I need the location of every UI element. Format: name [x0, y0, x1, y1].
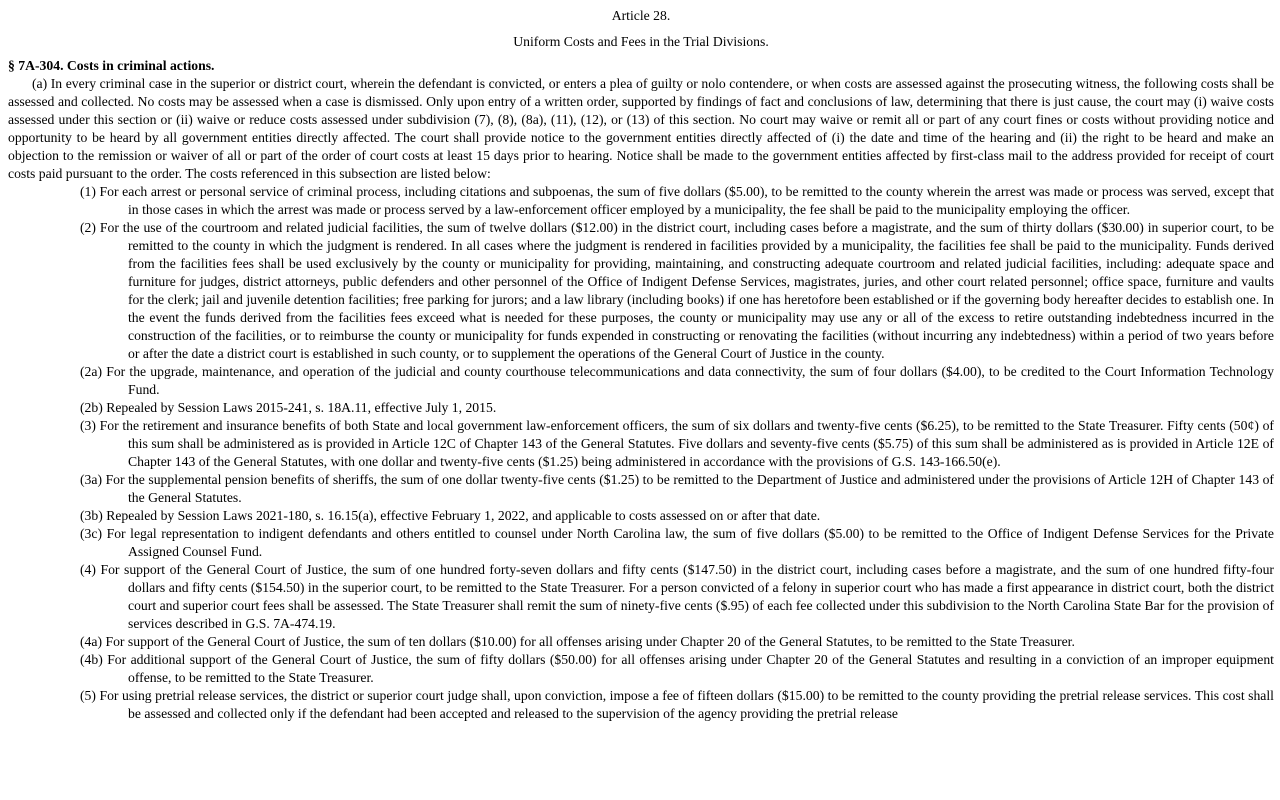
subdivision-1: (1) For each arrest or personal service of criminal process, including citations and subpoenas, the sum of five dollars ($5.00), to be remitted to the county wherein the arrest was made or process was served, except that in those cases in which the arrest was made or process served by a law-enforcement officer employed by a municipality, the fee shall be paid to the municipality employing the officer.: [80, 184, 1274, 217]
subdivision-4: (4) For support of the General Court of Justice, the sum of one hundred forty-seven dollars and fifty cents ($147.50) in the district court, including cases before a magistrate, and the sum of one hundred fifty-four dollars and fifty cents ($154.50) in the superior court, to be remitted to the State Treasurer. For a person convicted of a felony in superior court who has made a first appearance in district court, both the district court and superior court fees shall be assessed. The State Treasurer shall remit the sum of ninety-five cents ($.95) of each fee collected under this subdivision to the North Carolina State Bar for the provision of services described in G.S. 7A-474.19.: [80, 562, 1274, 631]
subdivision-2b: (2b) Repealed by Session Laws 2015-241, s. 18A.11, effective July 1, 2015.: [80, 400, 497, 415]
subdivision-3a: (3a) For the supplemental pension benefits of sheriffs, the sum of one dollar twenty-five cents ($1.25) to be remitted to the Department of Justice and administered under the provisions of Article 12H of Chapter 143 of the General Statutes.: [80, 472, 1274, 505]
subdivision-2a: (2a) For the upgrade, maintenance, and operation of the judicial and county courthouse telecommunications and data connectivity, the sum of four dollars ($4.00), to be credited to the Court Information Technology Fund.: [80, 364, 1274, 397]
article-subtitle: Uniform Costs and Fees in the Trial Divisions.: [513, 34, 769, 49]
statute-page: [8, 0, 1274, 723]
subdivision-4b: (4b) For additional support of the General Court of Justice, the sum of fifty dollars ($50.00) for all offenses arising under Chapter 20 of the General Statutes and resulting in a conviction of an improper equipment offense, to be remitted to the State Treasurer.: [80, 652, 1274, 685]
intro-paragraph: (a) In every criminal case in the superior or district court, wherein the defendant is convicted, or enters a plea of guilty or nolo contendere, or when costs are assessed against the prosecuting witness, the following costs shall be assessed and collected. No costs may be assessed when a case is dismissed. Only upon entry of a written order, supported by findings of fact and conclusions of law, determining that there is just cause, the court may (i) waive costs assessed under this section or (ii) waive or reduce costs assessed under subdivision (7), (8), (8a), (11), (12), or (13) of this section. No court may waive or remit all or part of any court fines or costs without providing notice and opportunity to be heard by all government entities directly affected. The court shall provide notice to the government entities directly affected of (i) the date and time of the hearing and (ii) the right to be heard and make an objection to the remission or waiver of all or part of the order of court costs at least 15 days prior to hearing. Notice shall be made to the government entities affected by first-class mail to the address provided for receipt of court costs paid pursuant to the order. The costs referenced in this subsection are listed below:: [8, 76, 1274, 181]
article-title: Article 28.: [611, 8, 671, 23]
section-heading: § 7A-304. Costs in criminal actions.: [8, 58, 215, 73]
subdivision-3c: (3c) For legal representation to indigent defendants and others entitled to counsel under North Carolina law, the sum of five dollars ($5.00) to be remitted to the Office of Indigent Defense Services for the Private Assigned Counsel Fund.: [80, 526, 1274, 559]
subdivision-3: (3) For the retirement and insurance benefits of both State and local government law-enforcement officers, the sum of six dollars and twenty-five cents ($6.25), to be remitted to the State Treasurer. Fifty cents (50¢) of this sum shall be administered as is provided in Article 12C of Chapter 143 of the General Statutes. Five dollars and seventy-five cents ($5.75) of this sum shall be administered as is provided in Article 12E of Chapter 143 of the General Statutes, with one dollar and twenty-five cents ($1.25) being administered in accordance with the provisions of G.S. 143-166.50(e).: [80, 418, 1274, 469]
subdivision-4a: (4a) For support of the General Court of Justice, the sum of ten dollars ($10.00) for all offenses arising under Chapter 20 of the General Statutes, to be remitted to the State Treasurer.: [80, 634, 1075, 649]
subdivision-3b: (3b) Repealed by Session Laws 2021-180, s. 16.15(a), effective February 1, 2022, and applicable to costs assessed on or after that date.: [80, 508, 821, 523]
subdivision-5: (5) For using pretrial release services, the district or superior court judge shall, upon conviction, impose a fee of fifteen dollars ($15.00) to be remitted to the county providing the pretrial release services. This cost shall be assessed and collected only if the defendant had been accepted and released to the supervision of the agency providing the pretrial release: [80, 688, 1274, 721]
subdivision-2: (2) For the use of the courtroom and related judicial facilities, the sum of twelve dollars ($12.00) in the district court, including cases before a magistrate, and the sum of thirty dollars ($30.00) in superior court, to be remitted to the county in which the judgment is rendered. In all cases where the judgment is rendered in facilities provided by a municipality, the facilities fee shall be paid to the municipality. Funds derived from the facilities fees shall be used exclusively by the county or municipality for providing, maintaining, and constructing adequate courtroom and related judicial facilities, including: adequate space and furniture for judges, district attorneys, public defenders and other personnel of the Office of Indigent Defense Services, magistrates, juries, and other court related personnel; office space, furniture and vaults for the clerk; jail and juvenile detention facilities; free parking for jurors; and a law library (including books) if one has heretofore been established or if the governing body hereafter decides to establish one. In the event the funds derived from the facilities fees exceed what is needed for these purposes, the county or municipality may use any or all of the excess to retire outstanding indebtedness incurred in the construction of the facilities, or to reimburse the county or municipality for funds expended in constructing or renovating the facilities (without incurring any indebtedness) within a period of two years before or after the date a district court is established in such county, or to supplement the operations of the General Court of Justice in the county.: [80, 220, 1274, 361]
